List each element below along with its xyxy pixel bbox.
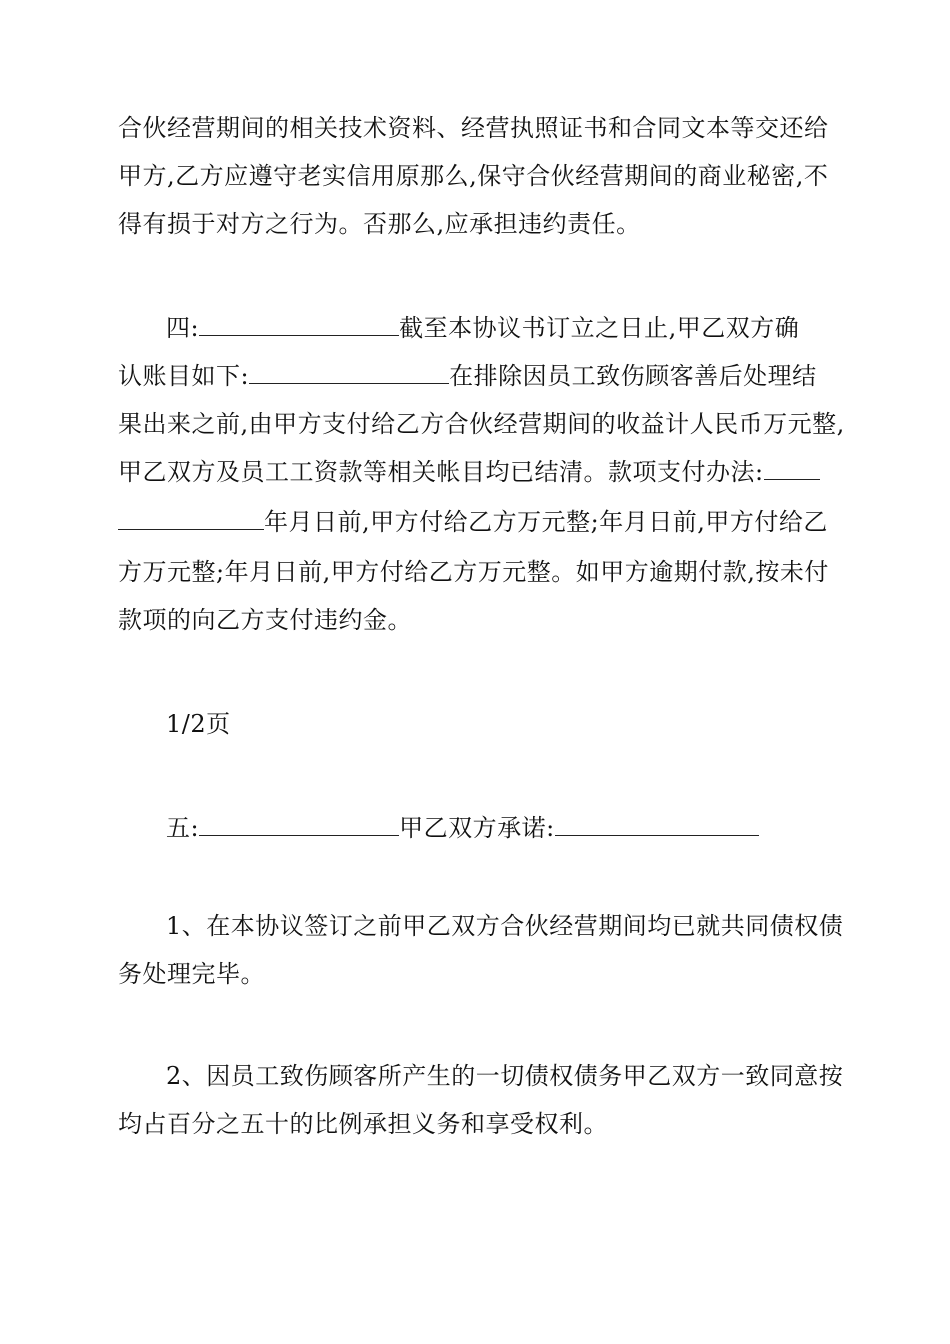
payment-schedule-text: 年月日前,甲方付给乙方万元整;年月日前,甲方付给乙 <box>264 508 828 536</box>
section-four-label: 四: <box>166 314 200 342</box>
body-text-line: 得有损于对方之行为。否那么,应承担违约责任。 <box>118 210 641 238</box>
body-text-line: 合伙经营期间的相关技术资料、经营执照证书和合同文本等交还给 <box>118 114 829 142</box>
section-five-label: 五: <box>166 814 200 842</box>
section-four-text: 截至本协议书订立之日止,甲乙双方确 <box>399 314 800 342</box>
section-four-suffix: 在排除因员工致伤顾客善后处理结 <box>449 362 817 390</box>
section-five-text: 甲乙双方承诺: <box>399 814 555 842</box>
payment-method-text: 甲乙双方及员工工资款等相关帐目均已结清。款项支付办法: <box>118 458 764 486</box>
body-text-line: 方万元整;年月日前,甲方付给乙方万元整。如甲方逾期付款,按未付 <box>118 558 829 586</box>
body-text-line: 款项的向乙方支付违约金。 <box>118 606 412 634</box>
fill-in-blank[interactable] <box>764 459 820 480</box>
section-four-line-5 <box>118 506 828 538</box>
section-five-line <box>166 812 759 844</box>
fill-in-blank[interactable] <box>118 509 264 530</box>
section-four-prefix: 认账目如下: <box>118 362 250 390</box>
fill-in-blank[interactable] <box>199 815 399 836</box>
section-four-line-1 <box>166 312 799 344</box>
body-text-line: 甲方,乙方应遵守老实信用原那么,保守合伙经营期间的商业秘密,不 <box>118 162 829 190</box>
body-text-line: 果出来之前,由甲方支付给乙方合伙经营期间的收益计人民币万元整, <box>118 410 845 438</box>
page-marker: 1/2页 <box>166 710 231 738</box>
fill-in-blank[interactable] <box>555 815 759 836</box>
section-four-line-4 <box>118 456 820 488</box>
fill-in-blank[interactable] <box>249 363 449 384</box>
item-1-line-1: 1、在本协议签订之前甲乙双方合伙经营期间均已就共同债权债 <box>166 912 844 940</box>
item-2-line-1: 2、因员工致伤顾客所产生的一切债权债务甲乙双方一致同意按 <box>166 1062 844 1090</box>
section-four-line-2 <box>118 360 817 392</box>
item-1-line-2: 务处理完毕。 <box>118 960 265 988</box>
fill-in-blank[interactable] <box>199 315 399 336</box>
item-2-line-2: 均占百分之五十的比例承担义务和享受权利。 <box>118 1110 608 1138</box>
